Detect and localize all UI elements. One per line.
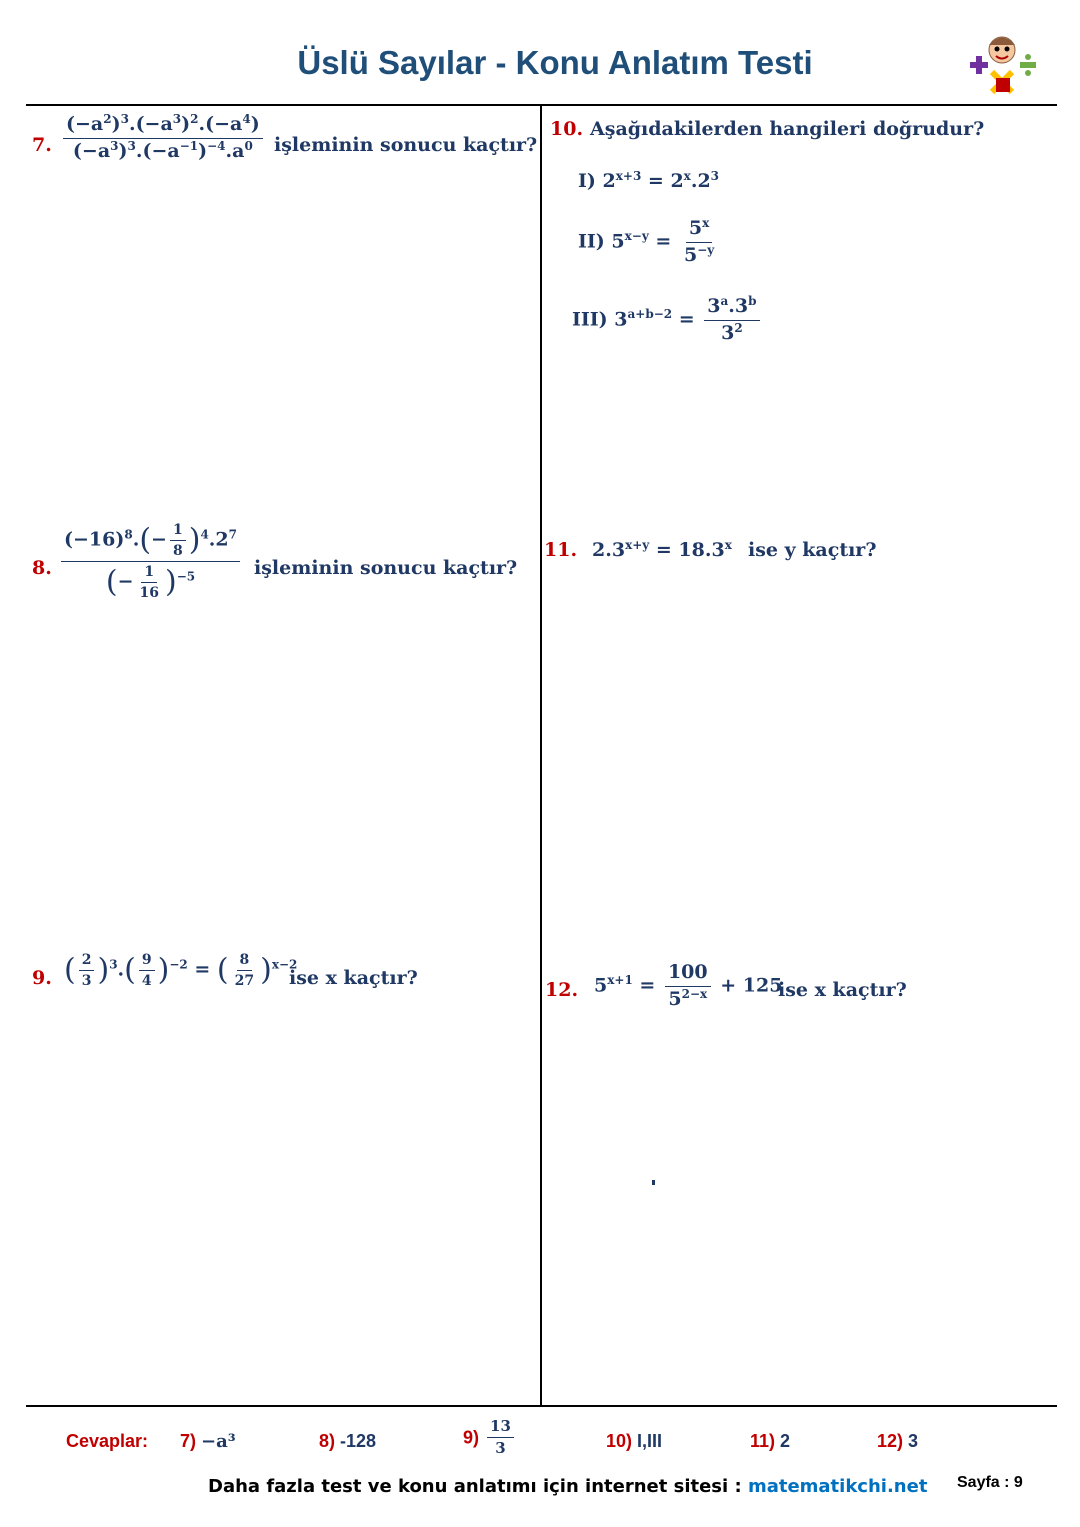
answer-12: [877, 1431, 918, 1452]
answer-11: [750, 1431, 790, 1452]
question-12-expression: $5^{x+1}$ = $\frac{100}{5^{2-x}}$ + 125: [594, 961, 783, 1010]
question-7-text: işleminin sonucu kaçtır?: [274, 134, 538, 156]
answers-label: Cevaplar:: [66, 1431, 149, 1451]
answers-divider: [26, 1405, 1057, 1407]
option-3-label: III): [572, 308, 608, 331]
question-11-expression: $2.3^{x+y} = 18.3^x$: [592, 537, 732, 561]
question-7-number: 7.: [32, 134, 52, 156]
answer-11-value: 2: [780, 1431, 791, 1451]
answer-7: [180, 1431, 236, 1452]
question-10-option-1: I) $2^{x+3} = 2^x.2^3$: [578, 168, 720, 192]
math-mascot-icon: [962, 28, 1042, 100]
question-9-expression: ( $\frac{2}{3}$ )$^3$.( $\frac{9}{4}$ )$^{-2}$ = ( $\frac{8}{27}$ )$^{x-2}$: [64, 952, 298, 990]
answer-9-value: [487, 1418, 514, 1458]
question-12-number: 12.: [545, 979, 579, 1001]
answer-10-number: 10): [606, 1431, 633, 1451]
question-8-text: işleminin sonucu kaçtır?: [254, 557, 518, 579]
answer-8: [319, 1431, 376, 1452]
option-1-label: I): [578, 170, 596, 192]
answer-9-number: 9): [463, 1427, 480, 1448]
question-9-number: 9.: [32, 967, 52, 989]
answer-12-number: 12): [877, 1431, 904, 1451]
answer-9: [463, 1418, 517, 1458]
answer-9-numerator: 13: [487, 1418, 514, 1438]
footer-link[interactable]: matematikchi.net: [747, 1476, 928, 1497]
question-12-text: ise x kaçtır?: [778, 979, 907, 1001]
question-8-expression: $(-16)^8.(-$ $\frac{1}{8}$ )$^4.2^7$ (− $\frac{1}{16}$ )$^{-5}$: [58, 522, 243, 601]
option-2-label: II): [578, 230, 605, 253]
page-number: Sayfa : 9: [957, 1474, 1023, 1491]
answer-8-value: -128: [340, 1431, 377, 1451]
answer-7-value: −a³: [201, 1431, 236, 1452]
question-10-text: Aşağıdakilerden hangileri doğrudur?: [590, 118, 985, 140]
answer-8-number: 8): [319, 1431, 336, 1451]
answer-9-denominator: 3: [495, 1439, 506, 1458]
answer-7-number: 7): [180, 1431, 197, 1451]
footer-caption: Daha fazla test ve konu anlatımı için internet sitesi :: [208, 1476, 742, 1497]
question-10-number: 10.: [550, 118, 584, 140]
column-divider: [540, 106, 542, 1406]
footer-text: [208, 1476, 927, 1497]
question-9-text: ise x kaçtır?: [289, 967, 418, 989]
question-7-expression: $\frac{(-a^2)^3.(-a^3)^2.(-a^4)}{(-a^3)^3.(-a^{-1})^{-4}.a^0}$: [60, 114, 266, 163]
stray-mark: [652, 1180, 655, 1185]
question-11-number: 11.: [544, 539, 578, 561]
question-10-option-2: II) $5^{x-y}$ = $\frac{5^x}{5^{-y}}$: [578, 215, 715, 266]
answer-10: [606, 1431, 662, 1452]
page-title: Üslü Sayılar - Konu Anlatım Testi: [297, 44, 813, 81]
question-11-text: ise y kaçtır?: [748, 539, 877, 561]
answer-11-number: 11): [750, 1431, 776, 1451]
answer-10-value: I,III: [637, 1431, 663, 1451]
question-10-option-3: III) $3^{a+b-2}$ = $\frac{3^a.3^b}{3^2}$: [572, 296, 763, 345]
answer-12-value: 3: [908, 1431, 919, 1451]
question-8-number: 8.: [32, 557, 52, 579]
